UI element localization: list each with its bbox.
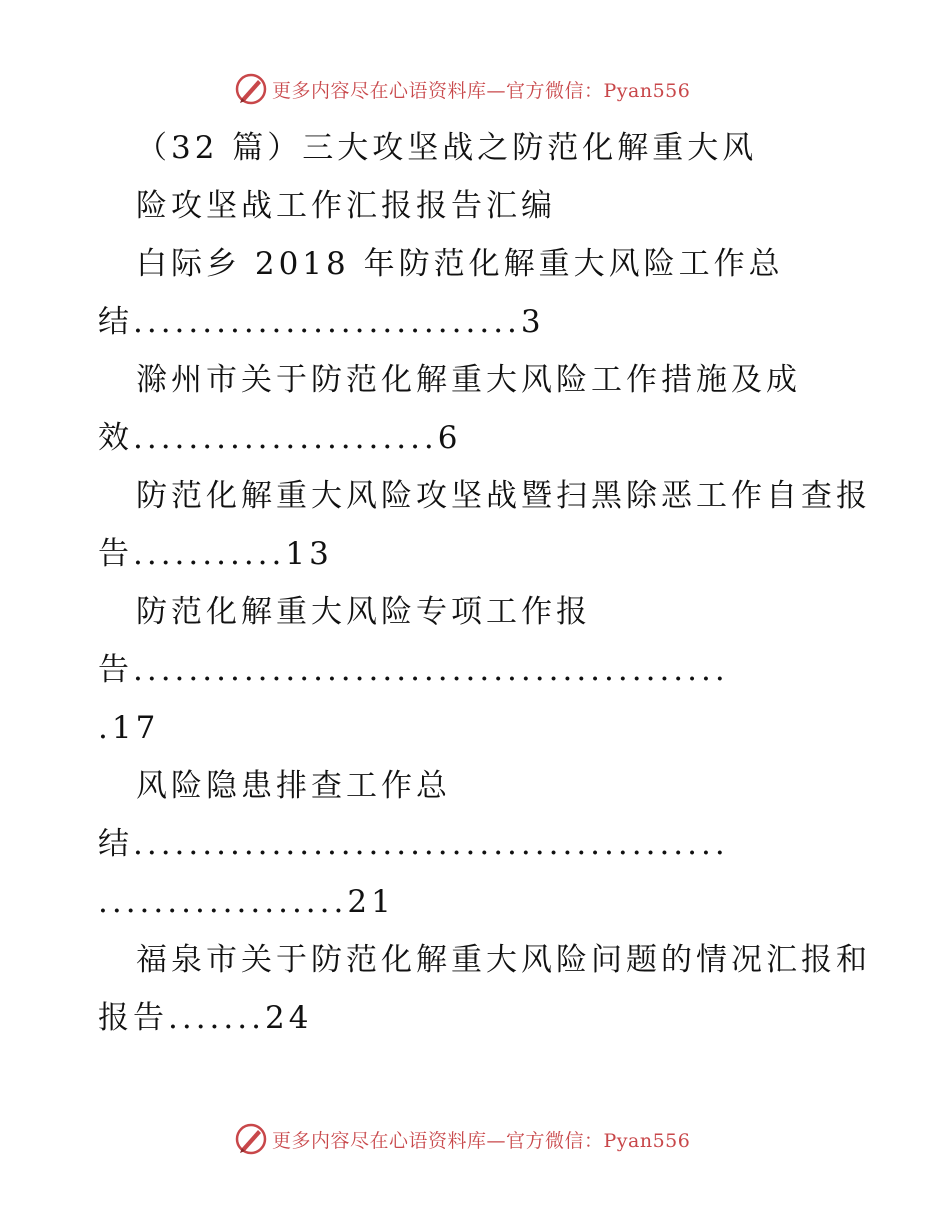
toc-entry-4-leader[interactable]: 告........................................... [98,652,729,688]
toc-entry-1-title[interactable]: 白际乡 2018 年防范化解重大风险工作总 [136,246,784,282]
toc-entry-3-leader[interactable]: 告...........13 [98,536,333,572]
toc-entry-5-page[interactable]: ..................21 [98,884,395,920]
toc-entry-4-title[interactable]: 防范化解重大风险专项工作报 [136,594,591,630]
footer-banner-text: 更多内容尽在心语资料库—官方微信：Pyan556 [272,1129,691,1152]
title-line-2: 险攻坚战工作汇报报告汇编 [136,188,556,224]
toc-entry-5-leader[interactable]: 结........................................... [98,826,729,862]
toc-entry-6-title[interactable]: 福泉市关于防范化解重大风险问题的情况汇报和 [136,942,871,978]
title-line-1: （32 篇）三大攻坚战之防范化解重大风 [136,130,758,166]
toc-entry-2-leader[interactable]: 效......................6 [98,420,462,456]
toc-entry-1-leader[interactable]: 结............................3 [98,304,545,340]
toc-entry-2-title[interactable]: 滁州市关于防范化解重大风险工作措施及成 [136,362,801,398]
toc-entry-5-title[interactable]: 风险隐患排查工作总 [136,768,451,804]
toc-entry-4-page[interactable]: .17 [98,710,160,746]
pen-logo-icon [234,1122,268,1156]
footer-banner [234,1122,690,1156]
toc-entry-6-leader[interactable]: 报告.......24 [98,1000,313,1036]
toc-entry-3-title[interactable]: 防范化解重大风险攻坚战暨扫黑除恶工作自查报 [136,478,871,514]
pen-logo-icon [234,72,268,106]
header-banner [234,72,690,106]
header-banner-text: 更多内容尽在心语资料库—官方微信：Pyan556 [272,79,691,102]
